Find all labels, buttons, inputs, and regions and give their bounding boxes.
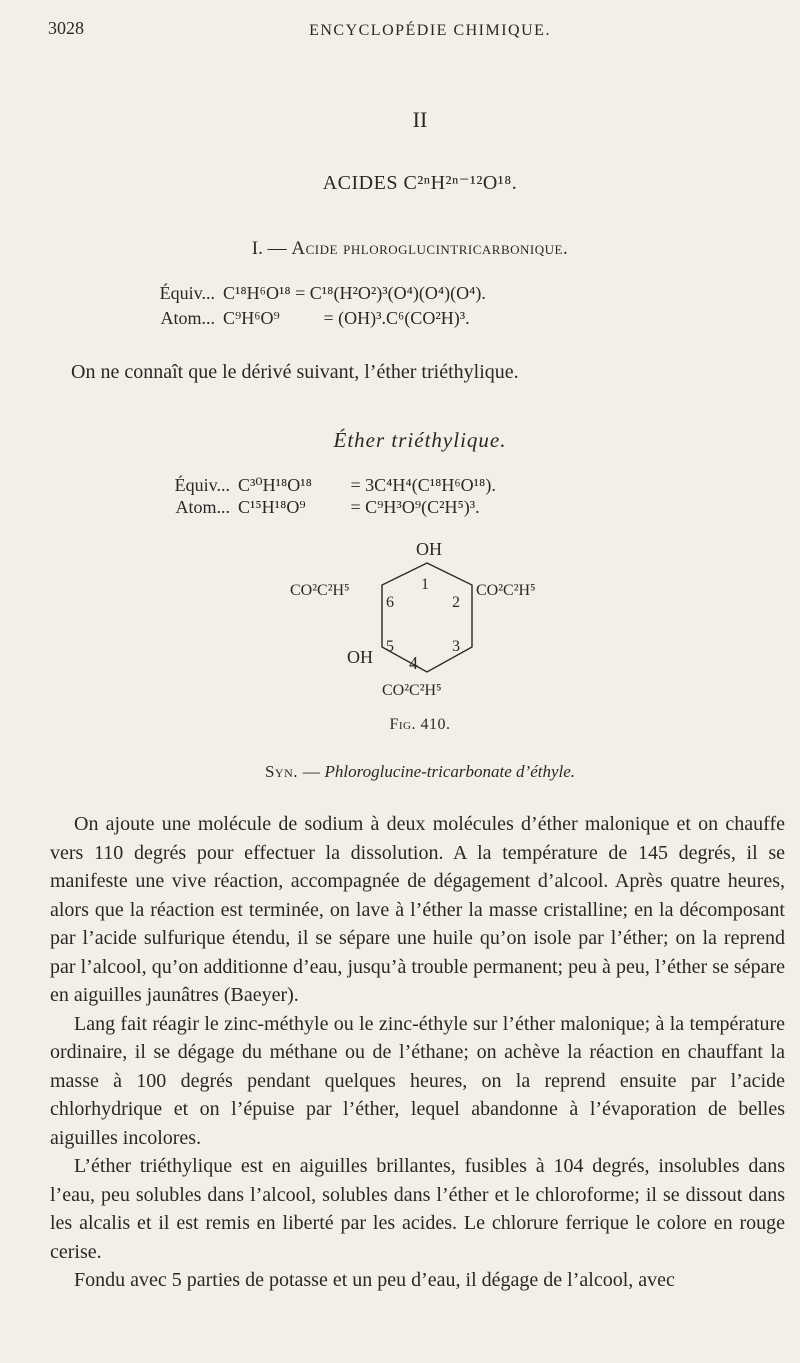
ring-number-4: 4 bbox=[409, 653, 418, 673]
structural-formula-diagram bbox=[290, 535, 570, 710]
substituent-left: CO²C²H⁵ bbox=[290, 582, 350, 599]
formula-label: Atom... bbox=[160, 308, 215, 328]
substituent-bottom: CO²C²H⁵ bbox=[382, 682, 442, 699]
body-text bbox=[50, 810, 785, 1295]
section-title: ACIDES C²ⁿH²ⁿ⁻¹²O¹⁸. bbox=[322, 172, 518, 194]
subsection-prefix: I. — bbox=[251, 238, 287, 259]
figure-caption: Fig. 410. bbox=[389, 716, 451, 733]
substituent-oh-top: OH bbox=[416, 539, 442, 559]
formula-atom bbox=[120, 308, 470, 329]
paragraph: Lang fait réagir le zinc-méthyle ou le zinc-éthyle sur l’éther malonique; à la température ordinaire, il se dégage du méthane ou de l’éthane; on achève la réaction en chauffant la masse à 100 degrés pendant quelques heures, on la reprend ensuite par l’acide chlorhydrique et on l’épuise par l’éther, lequel abandonne à l’évaporation de belles aiguilles incolores. bbox=[50, 1012, 785, 1149]
ring-number-6: 6 bbox=[386, 594, 394, 611]
formula-label: Atom... bbox=[175, 497, 230, 517]
ring-number-5: 5 bbox=[386, 638, 394, 655]
paragraph: Fondu avec 5 parties de potasse et un peu d’eau, il dégage de l’alcool, avec bbox=[74, 1269, 675, 1291]
running-title: ENCYCLOPÉDIE CHIMIQUE. bbox=[309, 22, 551, 39]
formula-expanded: = 3C⁴H⁴(C¹⁸H⁶O¹⁸). bbox=[350, 475, 496, 495]
paragraph: On ajoute une molécule de sodium à deux molécules d’éther malonique et on chauffe vers 110 degrés pour effectuer la dissolution. A la température de 145 degrés, il se manifeste une vive réaction, accompagnée de dégagement d’alcool. Après quatre heures, alors que la réaction est terminée, on lave à l’éther la masse cristalline; en la décomposant par l’acide sulfurique étendu, il se sépare une huile qu’on isole par l’éther; on la reprend par l’alcool, qu’on additionne d’eau, jusqu’à trouble permanent; peu à peu, l’éther se sépare en aiguilles jaunâtres (Baeyer). bbox=[50, 813, 785, 1006]
paragraph: L’éther triéthylique est en aiguilles brillantes, fusibles à 104 degrés, insolubles dans l’eau, peu solubles dans l’alcool, solubles dans l’éther et le chloroforme; il se dissout dans les alcalis et il est remis en liberté par les acides. Le chlorure ferrique le colore en rouge cerise. bbox=[50, 1155, 785, 1263]
formula-expanded: = C¹⁸(H²O²)³(O⁴)(O⁴)(O⁴). bbox=[295, 283, 486, 303]
formula-raw: C³⁰H¹⁸O¹⁸ bbox=[238, 475, 312, 495]
intro-sentence: On ne connaît que le dérivé suivant, l’éther triéthylique. bbox=[71, 361, 519, 383]
ether-formula-equiv bbox=[140, 475, 496, 496]
substituent-oh-left: OH bbox=[347, 647, 373, 667]
ring-number-3: 3 bbox=[452, 638, 460, 655]
formula-label: Équiv... bbox=[159, 283, 215, 303]
formula-raw: C¹⁵H¹⁸O⁹ bbox=[238, 497, 306, 517]
formula-expanded: = C⁹H³O⁹(C²H⁵)³. bbox=[350, 497, 480, 517]
ether-formula-atom bbox=[140, 497, 480, 518]
formula-expanded: = (OH)³.C⁶(CO²H)³. bbox=[323, 308, 470, 328]
page-number: 3028 bbox=[48, 18, 84, 38]
ring-number-2: 2 bbox=[452, 594, 460, 611]
synonym-line bbox=[0, 762, 800, 782]
subsection-title: Acide phloroglucintricarbonique. bbox=[291, 238, 569, 259]
formula-raw: C¹⁸H⁶O¹⁸ bbox=[223, 283, 291, 303]
ring-number-1: 1 bbox=[421, 576, 429, 593]
ether-heading: Éther triéthylique. bbox=[333, 428, 507, 452]
subsection-heading bbox=[0, 238, 800, 260]
formula-raw: C⁹H⁶O⁹ bbox=[223, 308, 280, 328]
substituent-right: CO²C²H⁵ bbox=[476, 582, 536, 599]
formula-label: Équiv... bbox=[174, 475, 230, 495]
formula-equiv bbox=[120, 283, 486, 304]
synonym-label: Syn. — bbox=[264, 762, 321, 781]
section-number: II bbox=[412, 107, 428, 132]
synonym-text: Phloroglucine-tricarbonate d’éthyle. bbox=[324, 762, 576, 781]
